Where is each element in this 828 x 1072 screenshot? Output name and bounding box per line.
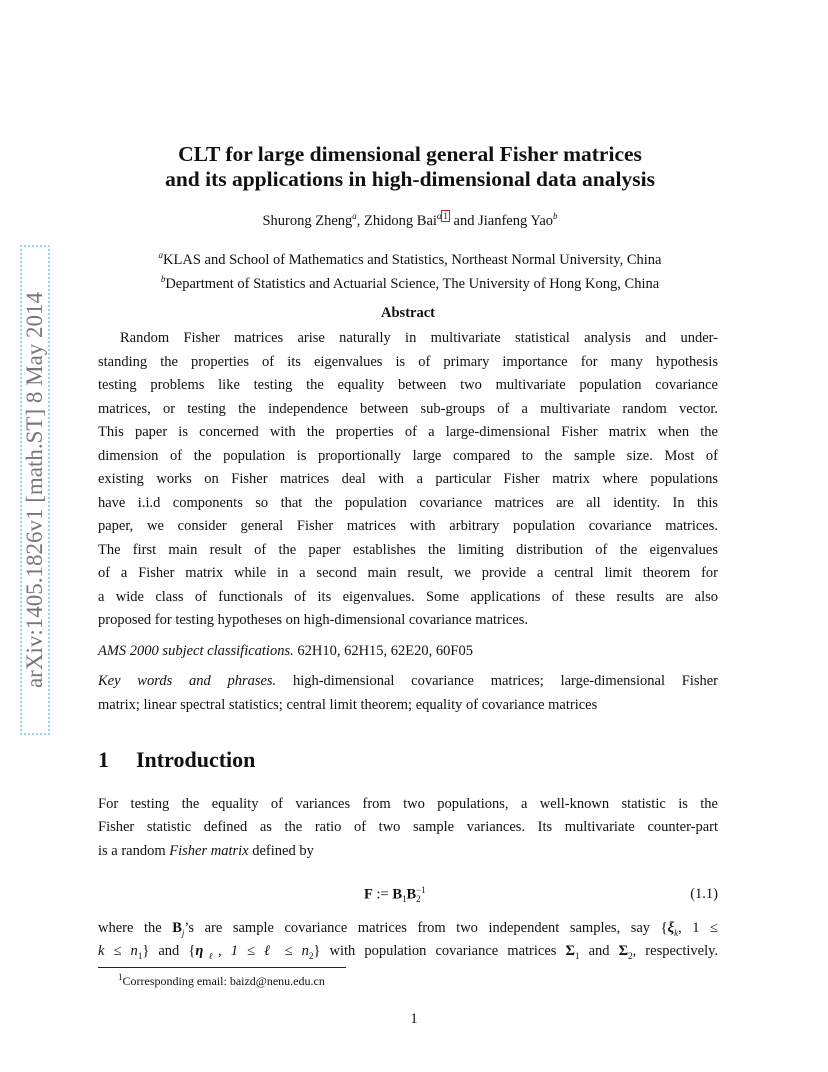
abstract-line: existing works on Fisher matrices deal with a particular Fisher matrix where populations xyxy=(98,471,718,487)
abstract-line: paper, we consider general Fisher matrices with arbitrary population covariance matrices. xyxy=(98,518,718,534)
footnote-link[interactable]: 1 xyxy=(443,211,448,221)
intro-text: is a random xyxy=(98,843,170,859)
title-line-2: and its applications in high-dimensional data analysis xyxy=(165,167,655,191)
affiliation-mark: b xyxy=(160,274,166,284)
math: ℓ xyxy=(203,950,218,961)
abstract-line: standing the properties of its eigenvalues is of primary importance for many hypothesis xyxy=(98,354,718,370)
section-number: 1 xyxy=(98,747,109,772)
math: k ≤ n xyxy=(98,943,138,959)
eq-sup: −1 xyxy=(416,885,426,895)
math: ξ xyxy=(667,920,675,936)
footnote xyxy=(118,972,325,989)
eq-b1: B xyxy=(392,886,402,903)
author-separator: and xyxy=(449,212,479,229)
affiliation-text: Department of Statistics and Actuarial Science, The University of Hong Kong, China xyxy=(165,275,660,292)
keywords-label: Key words and phrases. xyxy=(98,673,277,689)
abstract-line: testing problems like testing the equality between two multivariate population covariance xyxy=(98,377,718,393)
intro-text: defined by xyxy=(248,843,314,859)
eq-lhs: F xyxy=(364,886,373,903)
abstract-line: have i.i.d components so that the population covariance matrices are all identity. In this xyxy=(98,495,718,511)
ams-classification xyxy=(98,641,718,661)
text: } and { xyxy=(142,943,196,959)
abstract-line: a wide class of functionals of its eigenvalues. Some applications of these results are also xyxy=(98,589,718,605)
eq-b2: B xyxy=(406,886,417,903)
author-1: Shurong Zheng xyxy=(262,212,353,229)
keywords-line-2: matrix; linear spectral statistics; central limit theorem; equality of covariance matrices xyxy=(98,697,598,713)
fisher-matrix-term: Fisher matrix xyxy=(169,843,249,859)
arxiv-stamp xyxy=(20,245,50,735)
math: Σ xyxy=(565,943,575,959)
affiliation-a xyxy=(90,245,730,270)
abstract-heading: Abstract xyxy=(381,305,435,321)
after-eq-line-1 xyxy=(98,918,718,943)
after-eq-line-2 xyxy=(98,941,718,966)
author-list xyxy=(90,206,730,231)
text: , 1 ≤ xyxy=(678,920,718,936)
arxiv-id: arXiv:1405.1826v1 [math.ST] 8 May 2014 xyxy=(22,291,47,689)
text: } with population covariance matrices xyxy=(313,943,566,959)
math: B xyxy=(172,920,182,936)
math: j xyxy=(181,927,185,938)
intro-line xyxy=(98,841,718,861)
abstract-line: matrices, or testing the independence between sub-groups of a multivariate random vector. xyxy=(98,401,718,417)
math: η xyxy=(195,943,204,959)
footnote-mark: 1 xyxy=(118,972,123,982)
math: 2 xyxy=(308,950,314,961)
abstract-line: dimension of the population is proportionally large compared to the sample size. Most of xyxy=(98,448,718,464)
math: , 1 ≤ ℓ ≤ n xyxy=(217,943,309,959)
ams-label: AMS 2000 subject classifications. xyxy=(98,643,294,659)
math: 1 xyxy=(575,950,580,961)
math: 2 xyxy=(628,950,633,961)
eq-sub1: 1 xyxy=(402,894,407,905)
keywords-line-1 xyxy=(98,671,718,691)
section-title: Introduction xyxy=(136,747,256,772)
abstract-line: The first main result of the paper establishes the limiting distribution of the eigenvalues xyxy=(98,542,718,558)
author-3: Jianfeng Yao xyxy=(478,212,554,229)
paper-title xyxy=(90,142,730,192)
math: 1 xyxy=(137,950,143,961)
affiliation-b xyxy=(90,269,730,294)
author-3-affil: b xyxy=(553,211,558,221)
equation xyxy=(364,886,426,904)
text: , respectively. xyxy=(632,943,719,959)
ams-value: 62H10, 62H15, 62E20, 60F05 xyxy=(297,643,473,659)
eq-sub2: 2 xyxy=(416,894,421,904)
text: where the xyxy=(98,920,173,936)
footnote-rule xyxy=(98,967,346,968)
math: k xyxy=(674,927,679,938)
author-1-affil: a xyxy=(352,211,357,221)
abstract-line: proposed for testing hypotheses on high-dimensional covariance matrices. xyxy=(98,612,529,628)
math: Σ xyxy=(618,943,629,959)
affiliation-text: KLAS and School of Mathematics and Statistics, Northeast Normal University, China xyxy=(163,251,662,268)
intro-line: Fisher statistic defined as the ratio of two sample variances. Its multivariate counter-part xyxy=(98,819,718,835)
abstract-line: Random Fisher matrices arise naturally in multivariate statistical analysis and under- xyxy=(120,330,718,346)
author-2: Zhidong Bai xyxy=(364,212,437,229)
page-number: 1 xyxy=(410,1011,418,1027)
author-separator: , xyxy=(356,212,365,229)
abstract-line: This paper is concerned with the properties of a large-dimensional Fisher matrix when the xyxy=(98,424,718,440)
intro-line: For testing the equality of variances from two populations, a well-known statistic is the xyxy=(98,796,718,812)
footnote-text: Corresponding email: baizd@nenu.edu.cn xyxy=(122,974,325,988)
eq-op: := xyxy=(372,886,393,903)
abstract-line: of a Fisher matrix while in a second main result, we provide a central limit theorem for xyxy=(98,565,718,581)
equation-number: (1.1) xyxy=(690,886,718,902)
text: and xyxy=(579,943,619,959)
section-heading xyxy=(98,747,255,773)
title-line-1: CLT for large dimensional general Fisher matrices xyxy=(178,142,642,166)
author-2-affil: a xyxy=(436,211,442,221)
affiliation-mark: a xyxy=(158,250,164,260)
text: ’s are sample covariance matrices from two independent samples, say { xyxy=(184,920,668,936)
keywords-value: high-dimensional covariance matrices; large-dimensional Fisher xyxy=(292,673,719,689)
